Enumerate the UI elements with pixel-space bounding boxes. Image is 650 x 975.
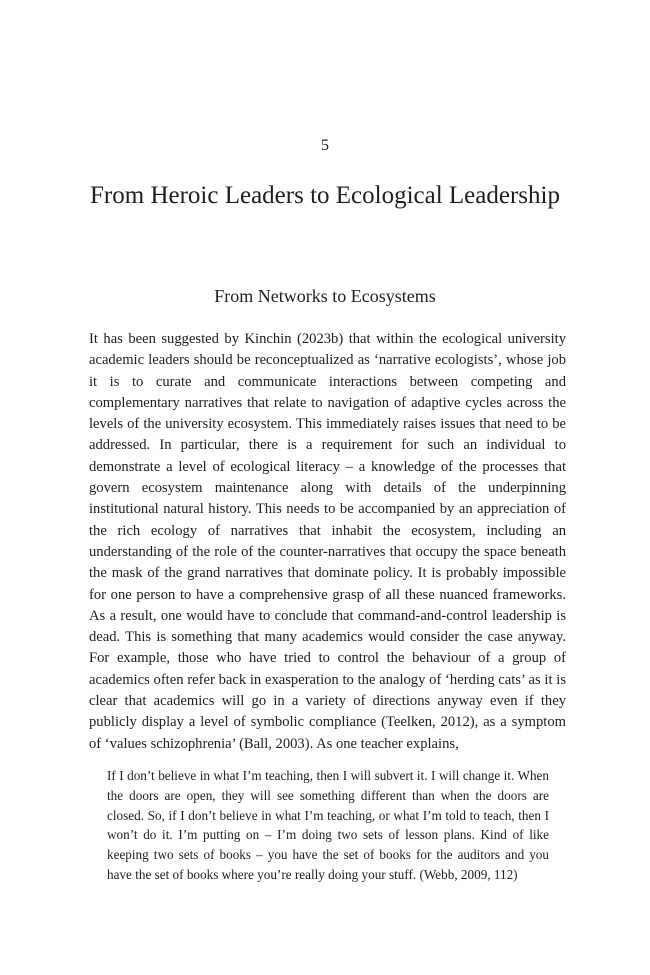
chapter-number: 5 xyxy=(321,137,329,154)
block-quote: If I don’t believe in what I’m teaching, then I will subvert it. I will change it. When the doors are open, they will see something different than when the doors are closed. So, if I don’t believe in what I’m teaching, or what I’m told to teach, then I won’t do it. I’m putting on – I’m doing two sets of lesson plans. Kind of like keeping two sets of books – you have the set of books for the auditors and you have the set of books where you’re really doing your stuff. (Webb, 2009, 112) xyxy=(107,768,549,882)
chapter-title: From Heroic Leaders to Ecological Leadership xyxy=(90,182,560,209)
body-paragraph: It has been suggested by Kinchin (2023b) that within the ecological university academic leaders should be reconceptualized as ‘narrative ecologists’, whose job it is to curate and communicate interactions between competing and complementary narratives that relate to navigation of adaptive cycles across the levels of the university ecosystem. This immediately raises issues that need to be addressed. In particular, there is a requirement for such an individual to demonstrate a level of ecological literacy – a knowledge of the processes that govern ecosystem maintenance along with details of the underpinning institutional natural history. This needs to be accompanied by an appreciation of the rich ecology of narratives that inhabit the ecosystem, including an understanding of the role of the counter-narratives that occupy the space beneath the mask of the grand narratives that dominate policy. It is probably impossible for one person to have a comprehensive grasp of all these nuanced frameworks. As a result, one would have to conclude that command-and-control leadership is dead. This is something that many academics would consider the case anyway. For example, those who have tried to control the behaviour of a group of academics often refer back in exasperation to the analogy of ‘herding cats’ as it is clear that academics will go in a variety of directions anyway even if they publicly display a level of symbolic compliance (Teelken, 2012), as a symptom of ‘values schizophrenia’ (Ball, 2003). As one teacher explains, xyxy=(89,331,566,752)
section-heading: From Networks to Ecosystems xyxy=(214,286,436,306)
